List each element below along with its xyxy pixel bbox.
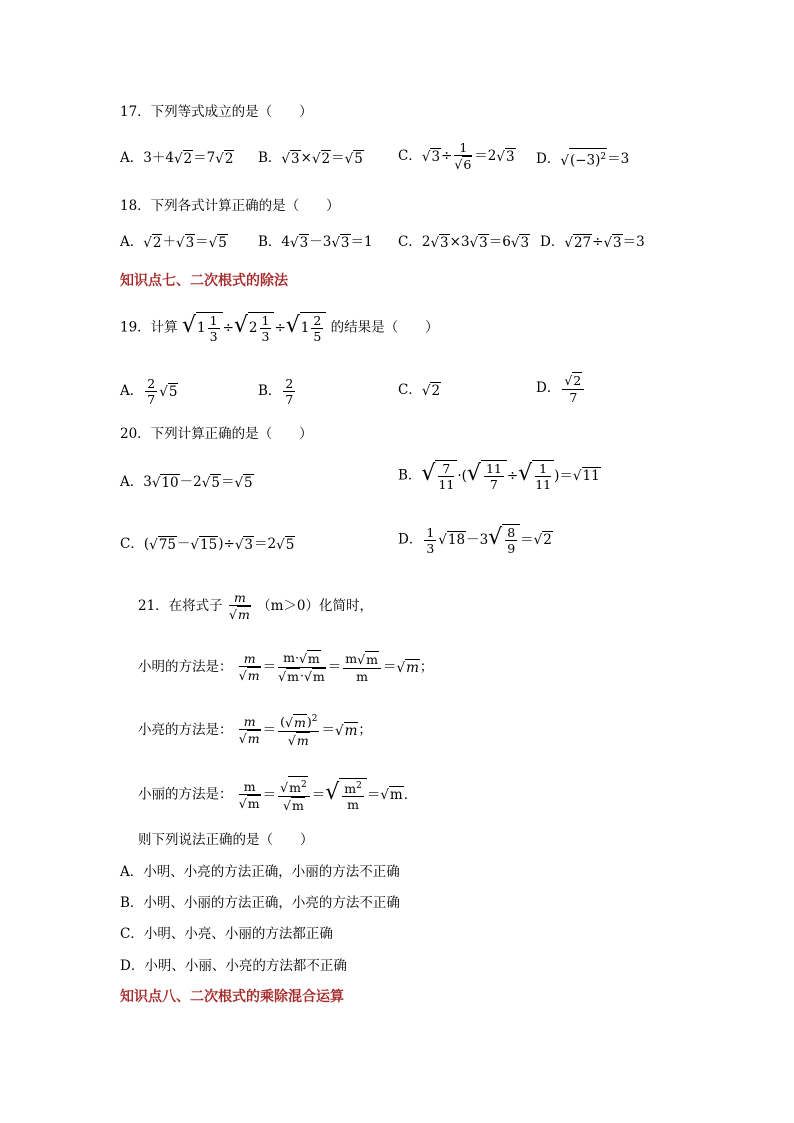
q17-option-c: C．√3÷ $\frac{1}{√6}$ ＝2√3 [398,140,515,172]
q18-option-a: A．√2＋√3＝√5 [120,234,227,251]
q21-ming-method: 小明的方法是： $\frac{m}{√m}$ ＝ $\frac{m\cdot√m}{√m\cdot√m}$ ＝ $\frac{m√m}{m}$ ＝√m； [138,650,434,684]
q17-stem: 17．下列等式成立的是（ ） [120,104,313,120]
q20-option-c: C．(√75－√15)÷√3＝2√5 [120,536,295,553]
q20-option-d: D． $\frac{1}{3}$ √18－3√ $\frac{8}{9}$ ＝√2 [398,524,552,556]
q17-option-d: D．$√(-3)^2=3$ [536,148,629,171]
q19-option-c: C．√2 [398,382,441,399]
q21-option-c: C．小明、小亮、小丽的方法都正确 [120,926,333,942]
q18-stem: 18．下列各式计算正确的是（ ） [120,198,340,214]
q17-option-a: A．3＋4√2＝7√2 [120,150,234,167]
section-heading-7: 知识点七、二次根式的除法 [120,273,288,289]
q18-option-c: C．2√3×3√3＝6√3 [398,234,530,251]
q20-stem: 20．下列计算正确的是（ ） [120,426,313,442]
q21-stem: 21．在将式子 $\frac{m}{√m}$ （m＞0）化简时， [138,590,373,622]
q21-liang-method: 小亮的方法是： $\frac{m}{√m}$ ＝ $\frac{(√m)^2}{√m}$ ＝√m； [138,714,372,749]
q18-option-d: D．√27÷√3＝3 [540,234,645,251]
q19-stem: 19．计算 √1 $\frac{1}{3}$ ÷√2 $\frac{1}{3}$ ÷√1 $\frac{2}{5}$ 的结果是（ ） [120,313,439,344]
q20-option-a: A．3√10－2√5＝√5 [120,474,253,491]
q20-option-b: B．√ $\frac{7}{11}$ ·(√ $\frac{11}{7}$ ÷√ $\frac{1}{11}$ )＝√11 [398,461,600,492]
q21-question: 则下列说法正确的是（ ） [138,832,314,848]
q17-option-b: B．√3×√2＝√5 [258,150,363,167]
q19-option-a: A． $\frac{2}{7}$ √5 [120,376,178,407]
q19-option-d: D． $\frac{√2}{7}$ [536,372,586,405]
q18-option-b: B．4√3－3√3＝1 [258,234,373,251]
q19-option-b: B． $\frac{2}{7}$ [258,376,294,407]
q21-li-method: 小丽的方法是： $\frac{m}{√m}$ ＝ $\frac{√m^2}{√m}$ ＝√ $\frac{m^2}{m}$ ＝√m． [138,776,417,814]
q21-option-a: A．小明、小亮的方法正确，小丽的方法不正确 [120,864,400,880]
q21-option-b: B．小明、小丽的方法正确，小亮的方法不正确 [120,895,400,911]
q21-option-d: D．小明、小丽、小亮的方法都不正确 [120,958,347,974]
section-heading-8: 知识点八、二次根式的乘除混合运算 [120,989,344,1005]
